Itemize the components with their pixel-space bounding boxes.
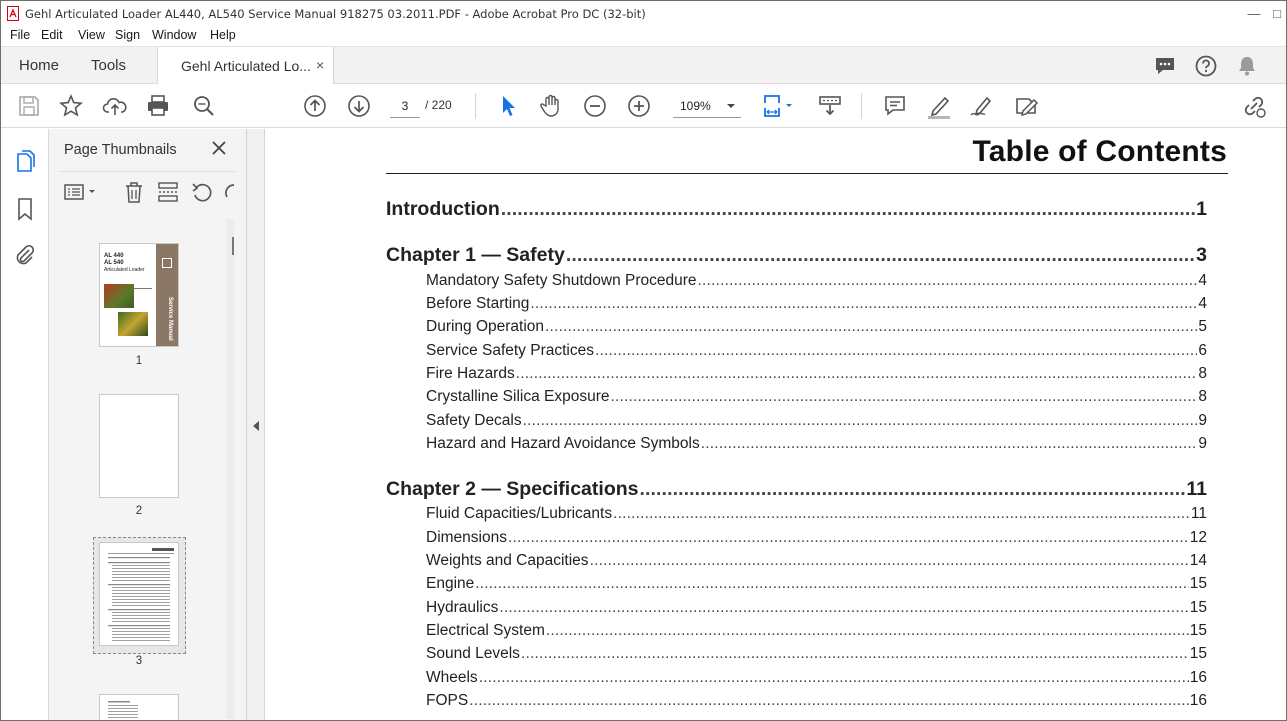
toc-entry-label: During Operation (426, 318, 545, 335)
rotate-counterclockwise-icon[interactable] (190, 181, 214, 203)
print-icon[interactable] (145, 93, 171, 119)
menu-help[interactable]: Help (210, 28, 236, 42)
collapse-panel-handle[interactable] (247, 129, 265, 721)
menu-view[interactable]: View (78, 28, 105, 42)
toc-entry[interactable] (426, 388, 1207, 406)
close-panel-icon[interactable] (210, 139, 228, 157)
collapse-arrow-icon (253, 421, 259, 431)
menu-window[interactable]: Window (152, 28, 197, 42)
rotate-clockwise-icon[interactable] (223, 181, 235, 203)
toc-entry-page: 15 (1189, 599, 1207, 616)
toc-leader-dots (523, 412, 1198, 430)
toc-entry-label: Fire Hazards (426, 365, 515, 382)
comment-icon[interactable] (1153, 54, 1177, 78)
toc-entry[interactable] (426, 669, 1207, 687)
help-icon[interactable] (1194, 54, 1218, 78)
toc-leader-dots (516, 365, 1198, 383)
select-cursor-icon[interactable] (495, 93, 521, 119)
toc-entry-page: 11 (1186, 478, 1207, 500)
toc-entry[interactable] (386, 478, 1207, 501)
toc-entry-page: 8 (1198, 388, 1207, 405)
cover-rule (134, 288, 152, 289)
document-view[interactable] (265, 129, 1287, 721)
toc-leader-dots (698, 272, 1198, 290)
thumbnails-scroll-thumb[interactable] (232, 237, 234, 255)
cover-subtitle: Articulated Loader (104, 267, 145, 273)
page-thumbnails-panel (49, 129, 247, 721)
menu-edit[interactable]: Edit (41, 28, 63, 42)
previous-page-icon[interactable] (302, 93, 328, 119)
toc-entry[interactable] (426, 365, 1207, 383)
toc-entry[interactable] (426, 342, 1207, 360)
menu-sign[interactable]: Sign (115, 28, 141, 42)
toc-entry[interactable] (426, 295, 1207, 313)
toc-entry-page: 16 (1189, 669, 1207, 686)
minimize-button[interactable]: — (1247, 6, 1261, 21)
toc-entry[interactable] (426, 645, 1207, 663)
scroll-mode-icon[interactable] (817, 93, 843, 119)
save-icon[interactable] (16, 93, 42, 119)
toc-leader-dots (590, 552, 1189, 570)
cover-photo-1 (104, 284, 134, 308)
cover-model-line-1: AL 440 (104, 253, 124, 259)
add-comment-icon[interactable] (882, 93, 908, 119)
toc-leader-dots (501, 198, 1195, 221)
toc-entry[interactable] (386, 244, 1207, 267)
thumbnail-label-3: 3 (135, 655, 143, 667)
draw-sign-icon[interactable] (969, 93, 995, 119)
toc-entry-label: Before Starting (426, 295, 530, 312)
toolbar-divider (861, 93, 862, 119)
toc-entry-page: 6 (1198, 342, 1207, 359)
fit-page-icon[interactable] (761, 93, 799, 119)
bookmarks-icon[interactable] (13, 197, 37, 221)
cover-photo-2 (118, 312, 148, 336)
toc-entry-page: 9 (1198, 412, 1207, 429)
toc-leader-dots (475, 575, 1188, 593)
thumbnail-page-1[interactable] (99, 243, 179, 347)
toc-entry-label: Crystalline Silica Exposure (426, 388, 610, 405)
toc-leader-dots (701, 435, 1198, 453)
cover-model-line-2: AL 540 (104, 260, 124, 266)
extract-pages-icon[interactable] (156, 181, 180, 203)
toc-entry-label: Dimensions (426, 529, 507, 546)
toc-leader-dots (545, 318, 1197, 336)
toc-entry-page: 14 (1189, 552, 1207, 569)
thumbnail-page-3[interactable] (99, 542, 179, 646)
thumbnail-page-2[interactable] (99, 394, 179, 498)
toc-entry[interactable] (386, 198, 1207, 221)
toc-entry-page: 15 (1189, 622, 1207, 639)
hand-tool-icon[interactable] (538, 93, 564, 119)
menu-bar (1, 26, 1286, 46)
toc-entry-page: 9 (1198, 435, 1207, 452)
page-number-input[interactable]: 3 (390, 94, 420, 118)
toc-entry-page: 15 (1189, 645, 1207, 662)
tab-home[interactable]: Home (19, 57, 60, 74)
zoom-out-icon[interactable] (582, 93, 608, 119)
menu-file[interactable]: File (10, 28, 31, 42)
toc-leader-dots (546, 622, 1189, 640)
toc-leader-dots (639, 478, 1185, 501)
toc-leader-dots (595, 342, 1197, 360)
toc-leader-dots (611, 388, 1198, 406)
fill-sign-icon[interactable] (1013, 93, 1039, 119)
close-tab-button[interactable]: × (316, 57, 325, 73)
maximize-button[interactable]: □ (1273, 6, 1281, 21)
toc-entry-label: Safety Decals (426, 412, 522, 429)
toc-leader-dots (508, 529, 1189, 547)
main-toolbar (1, 84, 1286, 128)
title-bar (1, 1, 1286, 26)
toc-heading-rule (386, 173, 1228, 174)
cover-logo-box (162, 258, 172, 268)
tab-tools[interactable]: Tools (91, 57, 127, 74)
toc-entry-label: Electrical System (426, 622, 545, 639)
toc-entry-label: Introduction (386, 198, 500, 220)
window-title: Gehl Articulated Loader AL440, AL540 Service Manual 918275 03.2011.PDF - Adobe Acrobat Pro DC (32-bit) (25, 7, 646, 21)
toc-leader-dots (521, 645, 1189, 663)
toc-entry-label: Mandatory Safety Shutdown Procedure (426, 272, 697, 289)
toc-leader-dots (499, 599, 1188, 617)
toc-entry-label: Fluid Capacities/Lubricants (426, 505, 613, 522)
thumbnail-page-4[interactable] (99, 694, 179, 721)
toc-entry[interactable] (426, 318, 1207, 336)
toc-entry-page: 15 (1189, 575, 1207, 592)
cover-spine-label: Service Manual (167, 297, 173, 341)
acrobat-app-icon (7, 6, 19, 21)
toc-entry-page: 4 (1198, 272, 1207, 289)
panel-divider (59, 171, 235, 172)
toc-entry[interactable] (426, 412, 1207, 430)
toc-entry[interactable] (426, 272, 1207, 290)
toc-entry-label: Chapter 2 — Specifications (386, 478, 639, 500)
delete-page-icon[interactable] (122, 181, 146, 203)
toc-entry[interactable] (426, 622, 1207, 640)
thumbnails-scrollbar[interactable] (226, 219, 234, 719)
bookmark-star-icon[interactable] (58, 93, 84, 119)
toc-entry-page: 11 (1190, 505, 1207, 522)
toc-entry-page: 1 (1196, 198, 1207, 220)
toolbar-divider (475, 93, 476, 119)
toc-entry[interactable] (426, 505, 1207, 523)
attachments-paperclip-icon[interactable] (13, 243, 37, 267)
toc-entry-page: 16 (1189, 692, 1207, 709)
thumbnail-toc-preview (100, 543, 179, 646)
toc-entry-page: 5 (1198, 318, 1207, 335)
chevron-down-icon (727, 104, 735, 108)
thumbnail-page-4-preview (100, 695, 179, 721)
toc-entry-label: Chapter 1 — Safety (386, 244, 565, 266)
toc-entry-label: Engine (426, 575, 475, 592)
toc-entry-label: Weights and Capacities (426, 552, 589, 569)
toc-leader-dots (566, 244, 1195, 267)
toc-entry-label: Hydraulics (426, 599, 499, 616)
notification-bell-icon[interactable] (1235, 54, 1259, 78)
toc-entry-label: Wheels (426, 669, 478, 686)
toc-entry-page: 3 (1196, 244, 1207, 266)
toc-entry-page: 8 (1198, 365, 1207, 382)
toc-entry-label: Sound Levels (426, 645, 520, 662)
zoom-level-select[interactable] (673, 94, 741, 118)
thumbnail-options-icon[interactable] (63, 181, 99, 203)
next-page-icon[interactable] (346, 93, 372, 119)
zoom-level-value: 109% (680, 99, 711, 113)
navigation-rail (1, 129, 49, 721)
highlight-pen-icon[interactable] (926, 93, 952, 119)
toc-entry-page: 4 (1198, 295, 1207, 312)
page-thumbnails-icon[interactable] (13, 150, 37, 174)
toc-leader-dots (469, 692, 1189, 710)
find-zoom-icon[interactable] (191, 93, 217, 119)
toc-entry-page: 12 (1189, 529, 1207, 546)
toc-entry[interactable] (426, 552, 1207, 570)
toc-heading: Table of Contents (972, 135, 1227, 168)
share-link-icon[interactable] (1241, 93, 1267, 119)
thumbnail-label-1: 1 (135, 355, 143, 367)
toc-entry[interactable] (426, 435, 1207, 453)
toc-leader-dots (613, 505, 1190, 523)
zoom-in-icon[interactable] (626, 93, 652, 119)
panel-title: Page Thumbnails (64, 142, 177, 158)
toc-entry-label: Service Safety Practices (426, 342, 594, 359)
tab-document[interactable] (157, 47, 334, 85)
thumbnail-label-2: 2 (135, 505, 143, 517)
toc-entry-label: FOPS (426, 692, 469, 709)
toc-leader-dots (530, 295, 1197, 313)
toc-entry-label: Hazard and Hazard Avoidance Symbols (426, 435, 700, 452)
tab-bar (1, 46, 1286, 84)
document-tab-label: Gehl Articulated Lo... (181, 58, 311, 74)
toc-entry[interactable] (426, 599, 1207, 617)
page-total: / 220 (425, 98, 452, 112)
toc-entry[interactable] (426, 529, 1207, 547)
toc-entry[interactable] (426, 575, 1207, 593)
upload-cloud-icon[interactable] (102, 93, 128, 119)
toc-entry[interactable] (426, 692, 1207, 710)
toc-leader-dots (479, 669, 1189, 687)
